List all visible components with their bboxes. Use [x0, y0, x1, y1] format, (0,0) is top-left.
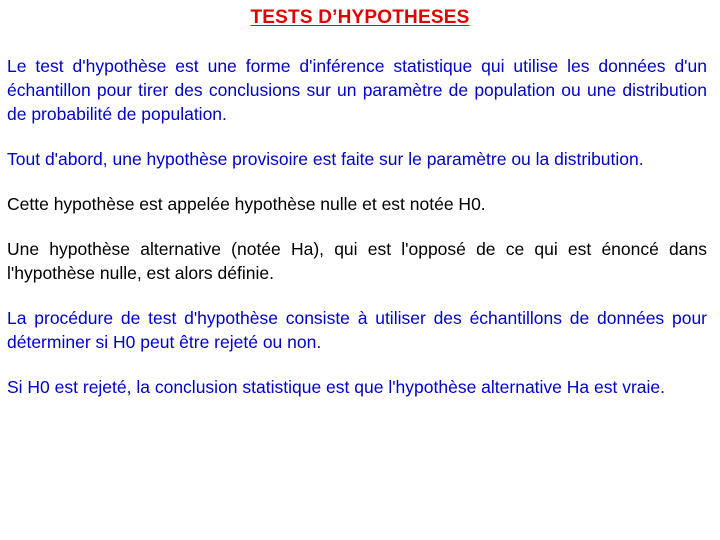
paragraph-conclusion: Si H0 est rejeté, la conclusion statistique est que l'hypothèse alternative Ha est vraie.: [7, 377, 666, 397]
slide-body: [7, 54, 707, 420]
paragraph-null-hypothesis: Cette hypothèse est appelée hypothèse nulle et est notée H0.: [7, 194, 486, 214]
paragraph-procedure: La procédure de test d'hypothèse consiste à utiliser des échantillons de données pour déterminer si H0 peut être rejeté ou non.: [7, 308, 707, 352]
slide-title: TESTS D’HYPOTHESES: [250, 7, 470, 28]
paragraph-provisional-hypothesis: Tout d'abord, une hypothèse provisoire est faite sur le paramètre ou la distribution.: [7, 149, 644, 169]
paragraph-alternative-hypothesis: Une hypothèse alternative (notée Ha), qui est l'opposé de ce qui est énoncé dans l'hypothèse nulle, est alors définie.: [7, 239, 707, 283]
paragraph-definition: Le test d'hypothèse est une forme d'inférence statistique qui utilise les données d'un échantillon pour tirer des conclusions sur un paramètre de population ou une distribution de probabilité de population.: [7, 56, 707, 124]
